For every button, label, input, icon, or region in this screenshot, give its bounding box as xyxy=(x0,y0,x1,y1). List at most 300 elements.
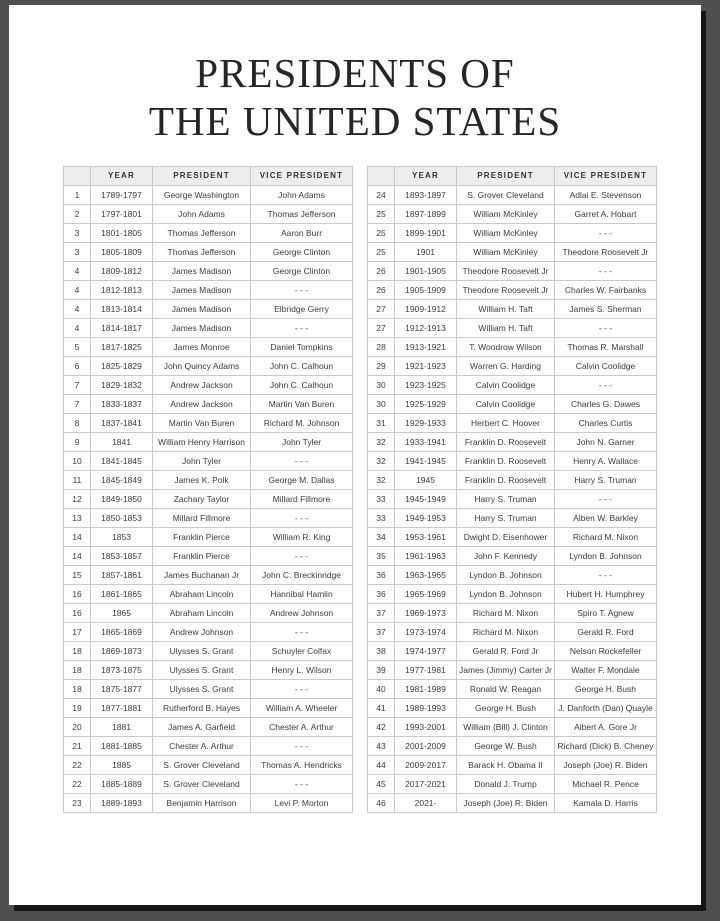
table-row xyxy=(368,356,657,375)
president-cell: James Madison xyxy=(153,318,251,337)
year-cell: 1801-1805 xyxy=(91,223,153,242)
president-cell: James A. Garfield xyxy=(153,717,251,736)
president-cell: Richard M. Nixon xyxy=(457,603,555,622)
number-cell: 23 xyxy=(64,793,91,812)
number-cell: 4 xyxy=(64,318,91,337)
vice-president-cell: - - - xyxy=(555,223,657,242)
vice-president-cell: - - - xyxy=(555,318,657,337)
number-cell: 11 xyxy=(64,470,91,489)
president-cell: George Washington xyxy=(153,185,251,204)
president-cell: William Henry Harrison xyxy=(153,432,251,451)
table-header-row xyxy=(64,166,353,185)
number-cell: 43 xyxy=(368,736,395,755)
year-cell: 1850-1853 xyxy=(91,508,153,527)
president-cell: John Tyler xyxy=(153,451,251,470)
president-cell: James Madison xyxy=(153,299,251,318)
vice-president-cell: Hannibal Hamlin xyxy=(251,584,353,603)
number-cell: 36 xyxy=(368,565,395,584)
president-cell: Andrew Johnson xyxy=(153,622,251,641)
table-row xyxy=(368,413,657,432)
year-cell: 1849-1850 xyxy=(91,489,153,508)
number-cell: 26 xyxy=(368,280,395,299)
vice-president-cell: Calvin Coolidge xyxy=(555,356,657,375)
year-cell: 1961-1963 xyxy=(395,546,457,565)
number-cell: 15 xyxy=(64,565,91,584)
year-cell: 1977-1981 xyxy=(395,660,457,679)
vice-president-cell: Nelson Rockefeller xyxy=(555,641,657,660)
vice-president-cell: - - - xyxy=(251,774,353,793)
table-row xyxy=(64,546,353,565)
president-cell: Zachary Taylor xyxy=(153,489,251,508)
number-cell: 31 xyxy=(368,413,395,432)
vice-president-cell: Theodore Roosevelt Jr xyxy=(555,242,657,261)
president-cell: James Buchanan Jr xyxy=(153,565,251,584)
vice-president-cell: - - - xyxy=(555,565,657,584)
number-cell: 7 xyxy=(64,394,91,413)
vice-president-cell: Adlai E. Stevenson xyxy=(555,185,657,204)
vice-president-cell: Harry S. Truman xyxy=(555,470,657,489)
president-cell: Richard M. Nixon xyxy=(457,622,555,641)
vice-president-cell: Hubert H. Humphrey xyxy=(555,584,657,603)
president-cell: George H. Bush xyxy=(457,698,555,717)
table-row xyxy=(368,717,657,736)
number-cell: 33 xyxy=(368,508,395,527)
number-cell: 1 xyxy=(64,185,91,204)
number-cell: 12 xyxy=(64,489,91,508)
table-row xyxy=(368,242,657,261)
president-cell: William H. Taft xyxy=(457,299,555,318)
vice-president-cell: Alben W. Barkley xyxy=(555,508,657,527)
year-cell: 1893-1897 xyxy=(395,185,457,204)
table-row xyxy=(368,280,657,299)
year-cell: 1833-1837 xyxy=(91,394,153,413)
table-row xyxy=(64,793,353,812)
number-cell: 7 xyxy=(64,375,91,394)
number-cell: 27 xyxy=(368,299,395,318)
vice-president-cell: - - - xyxy=(251,622,353,641)
number-cell: 9 xyxy=(64,432,91,451)
table-row xyxy=(64,299,353,318)
president-cell: James K. Polk xyxy=(153,470,251,489)
vice-president-cell: Thomas Jefferson xyxy=(251,204,353,223)
president-cell: S. Grover Cleveland xyxy=(153,774,251,793)
table-row xyxy=(64,660,353,679)
year-cell: 1993-2001 xyxy=(395,717,457,736)
table-row xyxy=(64,413,353,432)
page-title-line1: PRESIDENTS OF xyxy=(195,50,515,96)
president-cell: Theodore Roosevelt Jr xyxy=(457,280,555,299)
number-cell: 34 xyxy=(368,527,395,546)
president-cell: Theodore Roosevelt Jr xyxy=(457,261,555,280)
table-row xyxy=(64,280,353,299)
president-cell: Thomas Jefferson xyxy=(153,242,251,261)
number-cell: 29 xyxy=(368,356,395,375)
number-cell: 44 xyxy=(368,755,395,774)
president-cell: William McKinley xyxy=(457,223,555,242)
year-cell: 1797-1801 xyxy=(91,204,153,223)
vice-president-cell: John Tyler xyxy=(251,432,353,451)
number-cell: 22 xyxy=(64,755,91,774)
president-cell: John Adams xyxy=(153,204,251,223)
number-cell: 16 xyxy=(64,603,91,622)
year-cell: 1829-1832 xyxy=(91,375,153,394)
table-row xyxy=(368,432,657,451)
year-cell: 1845-1849 xyxy=(91,470,153,489)
vice-president-cell: George M. Dallas xyxy=(251,470,353,489)
table-row xyxy=(64,261,353,280)
year-cell: 1812-1813 xyxy=(91,280,153,299)
president-cell: S. Grover Cleveland xyxy=(153,755,251,774)
presidents-table-right xyxy=(367,166,657,813)
year-cell: 2009-2017 xyxy=(395,755,457,774)
table-row xyxy=(64,318,353,337)
year-cell: 1901 xyxy=(395,242,457,261)
president-cell: James Madison xyxy=(153,280,251,299)
table-row xyxy=(64,774,353,793)
vice-president-cell: - - - xyxy=(251,546,353,565)
year-cell: 1923-1925 xyxy=(395,375,457,394)
year-cell: 1897-1899 xyxy=(395,204,457,223)
vice-president-cell: William A. Wheeler xyxy=(251,698,353,717)
vice-president-cell: Kamala D. Harris xyxy=(555,793,657,812)
table-header-row xyxy=(368,166,657,185)
table-row xyxy=(368,261,657,280)
president-cell: Andrew Jackson xyxy=(153,375,251,394)
vice-president-cell: J. Danforth (Dan) Quayle xyxy=(555,698,657,717)
table-row xyxy=(64,641,353,660)
number-cell: 18 xyxy=(64,641,91,660)
table-row xyxy=(64,356,353,375)
table-row xyxy=(368,489,657,508)
table-row xyxy=(368,679,657,698)
president-cell: Thomas Jefferson xyxy=(153,223,251,242)
president-cell: Rutherford B. Hayes xyxy=(153,698,251,717)
president-cell: Ulysses S. Grant xyxy=(153,660,251,679)
vice-president-cell: John C. Breckinridge xyxy=(251,565,353,584)
table-row xyxy=(368,527,657,546)
number-cell: 2 xyxy=(64,204,91,223)
year-cell: 1877-1881 xyxy=(91,698,153,717)
table-row xyxy=(64,603,353,622)
year-cell: 1963-1965 xyxy=(395,565,457,584)
year-cell: 1841-1845 xyxy=(91,451,153,470)
table-row xyxy=(64,736,353,755)
president-cell: Harry S. Truman xyxy=(457,508,555,527)
table-row xyxy=(368,755,657,774)
table-row xyxy=(368,774,657,793)
year-cell: 1929-1933 xyxy=(395,413,457,432)
year-cell: 1989-1993 xyxy=(395,698,457,717)
table-row xyxy=(64,375,353,394)
number-column-header xyxy=(368,166,395,185)
year-cell: 1817-1825 xyxy=(91,337,153,356)
table-row xyxy=(368,223,657,242)
table-row xyxy=(64,698,353,717)
vice-president-cell: Albert A. Gore Jr xyxy=(555,717,657,736)
vice-president-cell: Gerald R. Ford xyxy=(555,622,657,641)
vice-president-cell: Chester A. Arthur xyxy=(251,717,353,736)
number-cell: 4 xyxy=(64,280,91,299)
vice-president-cell: Daniel Tompkins xyxy=(251,337,353,356)
number-cell: 38 xyxy=(368,641,395,660)
year-cell: 1789-1797 xyxy=(91,185,153,204)
year-cell: 1953-1961 xyxy=(395,527,457,546)
number-cell: 16 xyxy=(64,584,91,603)
number-cell: 37 xyxy=(368,622,395,641)
number-cell: 32 xyxy=(368,470,395,489)
president-cell: Ulysses S. Grant xyxy=(153,641,251,660)
year-cell: 1809-1812 xyxy=(91,261,153,280)
president-cell: Gerald R. Ford Jr xyxy=(457,641,555,660)
number-cell: 40 xyxy=(368,679,395,698)
vice-president-cell: Richard (Dick) B. Cheney xyxy=(555,736,657,755)
table-row xyxy=(64,470,353,489)
table-row xyxy=(64,432,353,451)
vice-president-column-header: VICE PRESIDENT xyxy=(555,166,657,185)
vice-president-cell: - - - xyxy=(555,261,657,280)
vice-president-cell: Richard M. Johnson xyxy=(251,413,353,432)
vice-president-cell: Levi P. Morton xyxy=(251,793,353,812)
year-cell: 1865-1869 xyxy=(91,622,153,641)
vice-president-cell: Andrew Johnson xyxy=(251,603,353,622)
year-cell: 1981-1989 xyxy=(395,679,457,698)
number-cell: 32 xyxy=(368,451,395,470)
number-cell: 6 xyxy=(64,356,91,375)
president-cell: T. Woodrow Wilson xyxy=(457,337,555,356)
number-cell: 36 xyxy=(368,584,395,603)
year-cell: 1949-1953 xyxy=(395,508,457,527)
president-cell: Chester A. Arthur xyxy=(153,736,251,755)
table-row xyxy=(368,546,657,565)
vice-president-cell: James S. Sherman xyxy=(555,299,657,318)
number-cell: 3 xyxy=(64,223,91,242)
president-cell: Harry S. Truman xyxy=(457,489,555,508)
year-cell: 1861-1865 xyxy=(91,584,153,603)
president-cell: James Madison xyxy=(153,261,251,280)
vice-president-cell: - - - xyxy=(555,489,657,508)
table-row xyxy=(368,451,657,470)
page-title-line2: THE UNITED STATES xyxy=(148,98,562,145)
number-cell: 24 xyxy=(368,185,395,204)
year-cell: 1885-1889 xyxy=(91,774,153,793)
number-cell: 27 xyxy=(368,318,395,337)
table-row xyxy=(64,755,353,774)
year-column-header: YEAR xyxy=(91,166,153,185)
number-cell: 25 xyxy=(368,204,395,223)
number-cell: 14 xyxy=(64,527,91,546)
president-cell: Lyndon B. Johnson xyxy=(457,565,555,584)
table-row xyxy=(64,242,353,261)
president-cell: Martin Van Buren xyxy=(153,413,251,432)
number-cell: 25 xyxy=(368,242,395,261)
president-cell: William McKinley xyxy=(457,204,555,223)
document-page xyxy=(9,5,701,905)
table-row xyxy=(64,527,353,546)
year-cell: 1925-1929 xyxy=(395,394,457,413)
vice-president-cell: John N. Garner xyxy=(555,432,657,451)
number-cell: 33 xyxy=(368,489,395,508)
year-cell: 1913-1921 xyxy=(395,337,457,356)
year-cell: 1973-1974 xyxy=(395,622,457,641)
year-cell: 2021- xyxy=(395,793,457,812)
table-row xyxy=(368,641,657,660)
vice-president-cell: Charles W. Fairbanks xyxy=(555,280,657,299)
number-cell: 18 xyxy=(64,679,91,698)
number-cell: 5 xyxy=(64,337,91,356)
president-cell: Ulysses S. Grant xyxy=(153,679,251,698)
number-cell: 42 xyxy=(368,717,395,736)
president-cell: Barack H. Obama II xyxy=(457,755,555,774)
number-cell: 30 xyxy=(368,394,395,413)
year-cell: 1841 xyxy=(91,432,153,451)
page-title xyxy=(9,49,701,146)
vice-president-cell: Henry L. Wilson xyxy=(251,660,353,679)
vice-president-cell: Aaron Burr xyxy=(251,223,353,242)
table-row xyxy=(368,394,657,413)
table-row xyxy=(368,185,657,204)
vice-president-cell: - - - xyxy=(555,375,657,394)
number-cell: 13 xyxy=(64,508,91,527)
table-row xyxy=(368,470,657,489)
vice-president-cell: William R. King xyxy=(251,527,353,546)
president-column-header: PRESIDENT xyxy=(153,166,251,185)
president-cell: Calvin Coolidge xyxy=(457,394,555,413)
table-row xyxy=(64,185,353,204)
number-cell: 41 xyxy=(368,698,395,717)
number-cell: 21 xyxy=(64,736,91,755)
vice-president-cell: - - - xyxy=(251,679,353,698)
year-cell: 1933-1941 xyxy=(395,432,457,451)
vice-president-cell: George Clinton xyxy=(251,242,353,261)
number-cell: 28 xyxy=(368,337,395,356)
president-cell: Franklin D. Roosevelt xyxy=(457,432,555,451)
table-row xyxy=(368,299,657,318)
year-cell: 1853-1857 xyxy=(91,546,153,565)
president-column-header: PRESIDENT xyxy=(457,166,555,185)
number-cell: 17 xyxy=(64,622,91,641)
number-cell: 10 xyxy=(64,451,91,470)
year-cell: 1909-1912 xyxy=(395,299,457,318)
vice-president-cell: Walter F. Mondale xyxy=(555,660,657,679)
year-cell: 1965-1969 xyxy=(395,584,457,603)
president-cell: George W. Bush xyxy=(457,736,555,755)
vice-president-cell: John C. Calhoun xyxy=(251,356,353,375)
number-cell: 26 xyxy=(368,261,395,280)
year-cell: 1969-1973 xyxy=(395,603,457,622)
table-row xyxy=(64,565,353,584)
table-row xyxy=(368,660,657,679)
table-row xyxy=(368,584,657,603)
table-row xyxy=(368,337,657,356)
number-cell: 14 xyxy=(64,546,91,565)
number-cell: 19 xyxy=(64,698,91,717)
vice-president-cell: Thomas A. Hendricks xyxy=(251,755,353,774)
year-cell: 1865 xyxy=(91,603,153,622)
table-row xyxy=(368,793,657,812)
year-cell: 1881-1885 xyxy=(91,736,153,755)
table-row xyxy=(64,337,353,356)
vice-president-cell: Charles Curtis xyxy=(555,413,657,432)
president-cell: Calvin Coolidge xyxy=(457,375,555,394)
president-cell: Franklin Pierce xyxy=(153,527,251,546)
year-cell: 1837-1841 xyxy=(91,413,153,432)
year-cell: 1825-1829 xyxy=(91,356,153,375)
president-cell: Ronald W. Reagan xyxy=(457,679,555,698)
number-cell: 37 xyxy=(368,603,395,622)
vice-president-cell: John C. Calhoun xyxy=(251,375,353,394)
vice-president-cell: Garret A. Hobart xyxy=(555,204,657,223)
president-cell: Lyndon B. Johnson xyxy=(457,584,555,603)
year-cell: 1941-1945 xyxy=(395,451,457,470)
presidents-tables xyxy=(9,166,701,813)
table-row xyxy=(368,736,657,755)
table-row xyxy=(64,489,353,508)
table-row xyxy=(368,698,657,717)
president-cell: Franklin Pierce xyxy=(153,546,251,565)
vice-president-cell: Schuyler Colfax xyxy=(251,641,353,660)
president-cell: John Quincy Adams xyxy=(153,356,251,375)
number-cell: 20 xyxy=(64,717,91,736)
president-cell: Herbert C. Hoover xyxy=(457,413,555,432)
vice-president-cell: Spiro T. Agnew xyxy=(555,603,657,622)
vice-president-cell: George Clinton xyxy=(251,261,353,280)
number-cell: 30 xyxy=(368,375,395,394)
table-row xyxy=(368,375,657,394)
number-cell: 22 xyxy=(64,774,91,793)
year-cell: 1901-1905 xyxy=(395,261,457,280)
vice-president-cell: Thomas R. Marshall xyxy=(555,337,657,356)
year-cell: 1974-1977 xyxy=(395,641,457,660)
president-cell: Millard Fillmore xyxy=(153,508,251,527)
vice-president-cell: - - - xyxy=(251,508,353,527)
year-cell: 2001-2009 xyxy=(395,736,457,755)
president-cell: S. Grover Cleveland xyxy=(457,185,555,204)
presidents-table-left xyxy=(63,166,353,813)
number-cell: 4 xyxy=(64,261,91,280)
vice-president-cell: Henry A. Wallace xyxy=(555,451,657,470)
vice-president-cell: John Adams xyxy=(251,185,353,204)
table-row xyxy=(64,622,353,641)
president-cell: Franklin D. Roosevelt xyxy=(457,470,555,489)
president-cell: William McKinley xyxy=(457,242,555,261)
number-cell: 18 xyxy=(64,660,91,679)
number-cell: 35 xyxy=(368,546,395,565)
year-cell: 1869-1873 xyxy=(91,641,153,660)
year-cell: 1912-1913 xyxy=(395,318,457,337)
year-cell: 1881 xyxy=(91,717,153,736)
table-row xyxy=(368,603,657,622)
vice-president-cell: - - - xyxy=(251,736,353,755)
table-row xyxy=(368,508,657,527)
president-cell: Dwight D. Eisenhower xyxy=(457,527,555,546)
table-row xyxy=(64,204,353,223)
president-cell: Warren G. Harding xyxy=(457,356,555,375)
number-cell: 8 xyxy=(64,413,91,432)
vice-president-column-header: VICE PRESIDENT xyxy=(251,166,353,185)
table-row xyxy=(368,622,657,641)
president-cell: James Monroe xyxy=(153,337,251,356)
year-cell: 1945 xyxy=(395,470,457,489)
president-cell: Donald J. Trump xyxy=(457,774,555,793)
vice-president-cell: Michael R. Pence xyxy=(555,774,657,793)
vice-president-cell: - - - xyxy=(251,280,353,299)
table-row xyxy=(64,679,353,698)
president-cell: Abraham Lincoln xyxy=(153,603,251,622)
number-cell: 3 xyxy=(64,242,91,261)
table-row xyxy=(368,204,657,223)
vice-president-cell: Lyndon B. Johnson xyxy=(555,546,657,565)
year-cell: 1805-1809 xyxy=(91,242,153,261)
